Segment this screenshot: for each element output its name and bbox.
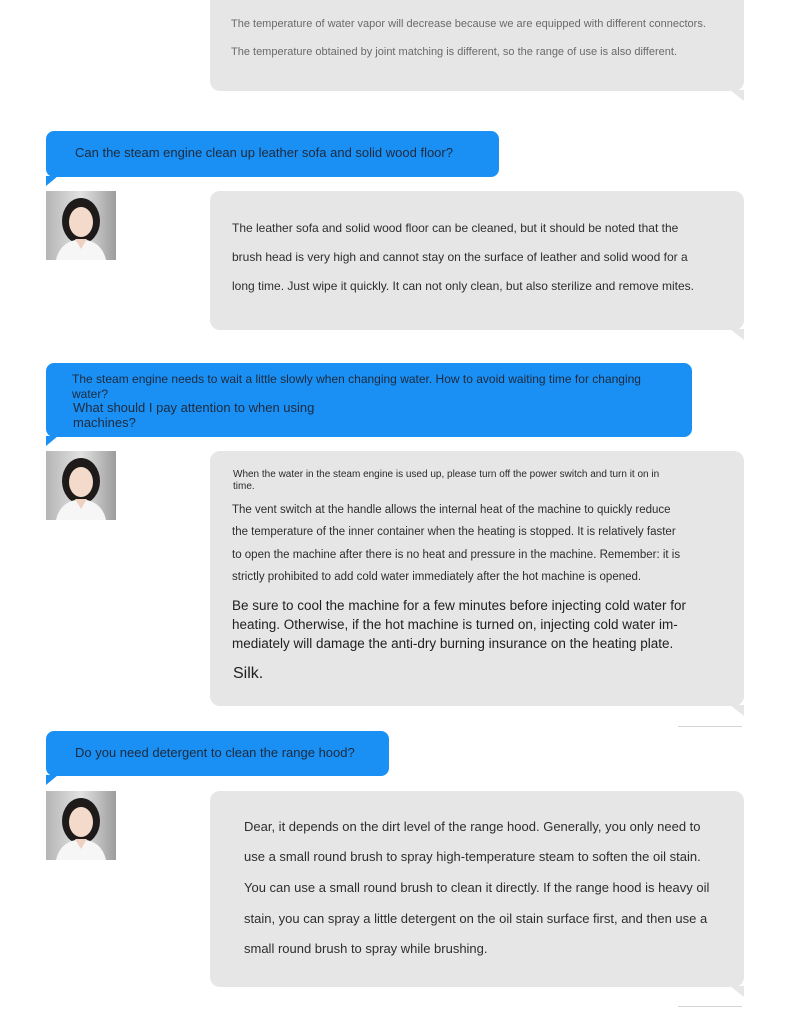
answer-line: brush head is very high and cannot stay on the surface of leather and solid wood for a — [232, 250, 688, 264]
answer-bubble — [210, 451, 744, 706]
warning-line: Be sure to cool the machine for a few minutes before injecting cold water for — [232, 598, 686, 613]
answer-bubble — [210, 791, 744, 987]
warning-line: mediately will damage the anti-dry burning insurance on the heating plate. — [232, 636, 674, 651]
question-text: What should I pay attention to when using — [73, 400, 315, 415]
question-text: The steam engine needs to wait a little slowly when changing water. How to avoid waiting time for changing — [72, 372, 641, 386]
question-bubble — [46, 363, 692, 437]
answer-line: The leather sofa and solid wood floor can be cleaned, but it should be noted that the — [232, 221, 679, 235]
avatar-portrait-icon — [46, 791, 116, 860]
agent-avatar-icon — [46, 791, 116, 860]
agent-avatar-icon — [46, 451, 116, 520]
question-text: Can the steam engine clean up leather sofa and solid wood floor? — [75, 145, 453, 160]
answer-line: small round brush to spray while brushing. — [244, 941, 488, 956]
warning-line: heating. Otherwise, if the hot machine is turned on, injecting cold water im- — [232, 617, 678, 632]
divider — [678, 726, 742, 727]
answer-bubble — [210, 191, 744, 330]
answer-line: to open the machine after there is no heat and pressure in the machine. Remember: it is — [232, 549, 681, 561]
answer-line: stain, you can spray a little detergent on the oil stain surface first, and then use a — [244, 911, 708, 926]
divider — [678, 1006, 742, 1007]
question-text: water? — [72, 387, 109, 401]
question-text: Do you need detergent to clean the range hood? — [75, 745, 355, 760]
answer-line: Dear, it depends on the dirt level of the range hood. Generally, you only need to — [244, 819, 701, 834]
answer-bubble-top — [210, 0, 744, 91]
answer-line: strictly prohibited to add cold water immediately after the hot machine is opened. — [232, 571, 642, 583]
answer-line: The temperature obtained by joint matching is different, so the range of use is also different. — [231, 46, 677, 58]
answer-line: use a small round brush to spray high-temperature steam to soften the oil stain. — [244, 849, 701, 864]
answer-line: The vent switch at the handle allows the internal heat of the machine to quickly reduce — [232, 504, 671, 516]
question-text: machines? — [73, 415, 136, 430]
answer-line: You can use a small round brush to clean it directly. If the range hood is heavy oil — [244, 880, 710, 895]
answer-intro: time. — [233, 481, 255, 492]
question-bubble — [46, 731, 389, 776]
avatar-portrait-icon — [46, 191, 116, 260]
answer-intro: When the water in the steam engine is used up, please turn off the power switch and turn it on in — [233, 469, 660, 480]
answer-line: long time. Just wipe it quickly. It can not only clean, but also sterilize and remove mites. — [232, 279, 694, 293]
avatar-portrait-icon — [46, 451, 116, 520]
answer-line: The temperature of water vapor will decrease because we are equipped with different connectors. — [231, 18, 706, 30]
question-bubble — [46, 131, 499, 177]
answer-line: the temperature of the inner container when the heating is stopped. It is relatively faster — [232, 526, 676, 538]
answer-tail: Silk. — [233, 665, 264, 682]
agent-avatar-icon — [46, 191, 116, 260]
